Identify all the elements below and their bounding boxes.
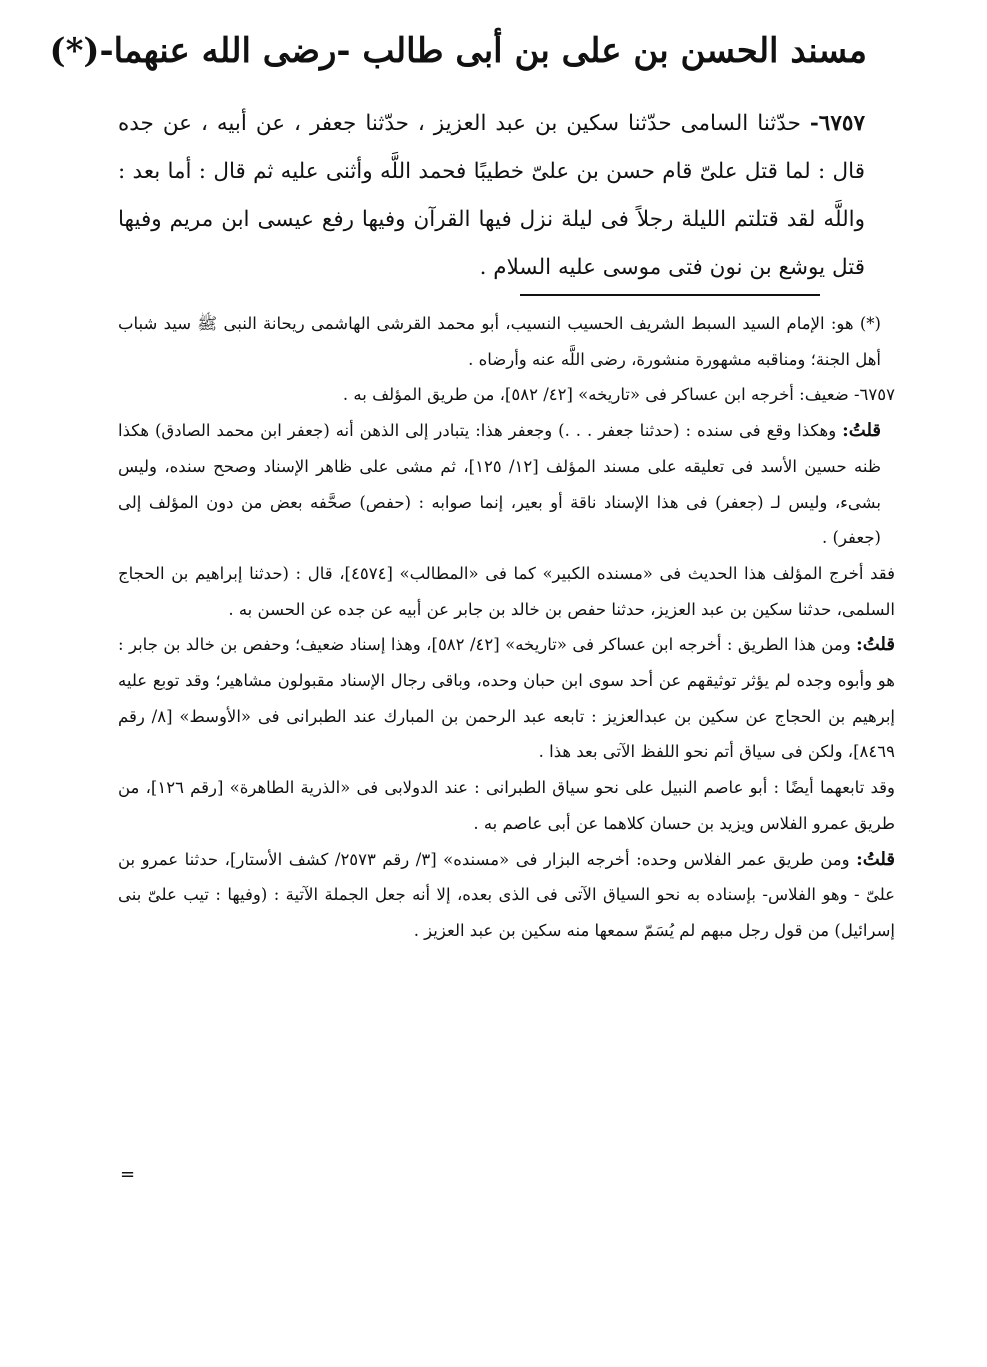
footnote-paragraph-5: قلتُ: ومن طريق عمر الفلاس وحده: أخرجه البزار فى «مسنده» [٣/ رقم ٢٥٧٣/ كشف الأستار]، حدثنا عمرو بن علىّ - وهو الفلاس- بإسناده به نحو السياق الآتى فى الذى بعده، إلا أنه جعل الجملة الآتية : (وفيها : تيب علىّ بنى إسرائيل) من قول رجل مبهم لم يُسَمّ سمعها منه سكين بن عبد العزيز . — [118, 848, 895, 940]
footnote-paragraph-3: قلتُ: ومن هذا الطريق : أخرجه ابن عساكر فى «تاريخه» [٤٢/ ٥٨٢]، وهذا إسناد ضعيف؛ وحفص بن خالد بن جابر : هو وأبوه وجده لم يؤثر توثيقهم عن أحد سوى ابن حبان وحده، وباقى رجال الإسناد مقبولون مشاهير؛ وقد توبع عليه إبرهيم بن الحجاج عن سكين بن عبدالعزيز : تابعه عبد الرحمن بن المبارك عند الطبرانى فى «الأوسط» [٨/ رقم ٨٤٦٩]، ولكن فى سياق أتم نحو اللفظ الآتى بعد هذا . — [118, 634, 896, 762]
footnotes — [118, 306, 895, 949]
footnote-biography: (*) هو: الإمام السيد السبط الشريف الحسيب النسيب، أبو محمد القرشى الهاشمى ريحانة النبى ﷺ سيد شباب أهل الجنة؛ ومناقبه مشهورة منشورة، رضى اللَّه عنه وأرضاه . — [118, 314, 881, 369]
hadith-number: ٦٧٥٧- — [809, 111, 865, 136]
footnote-grading: ٦٧٥٧- ضعيف: أخرجه ابن عساكر فى «تاريخه» [٤٢/ ٥٨٢]، من طريق المؤلف به . — [342, 385, 895, 405]
footnote-paragraph-1: قلتُ: وهكذا وقع فى سنده : (حدثنا جعفر . . .) وجعفر هذا: يتبادر إلى الذهن أنه (جعفر ابن محمد الصادق) هكذا ظنه حسين الأسد فى تعليقه على مسند المؤلف [١٢/ ١٢٥]، ثم مشى على ظاهر الإسناد وصحح سنده، وليس بشىء، وليس لـ (جعفر) فى هذا الإسناد ناقة أو بعير، إنما صوابه : (حفص) صحَّفه بعض من دون المؤلف إلى (جعفر) . — [118, 420, 882, 548]
qultu-label: قلتُ: — [856, 634, 895, 656]
page-title: مسند الحسن بن على بن أبى طالب -رضى الله عنهما-(*) — [49, 31, 867, 71]
footnote-paragraph-4: وقد تابعهما أيضًا : أبو عاصم النبيل على نحو سياق الطبرانى : عند الدولابى فى «الذرية الطاهرة» [رقم ١٢٦]، من طريق عمرو الفلاس ويزيد بن حسان كلاهما عن أبى عاصم به . — [118, 778, 896, 833]
hadith-body: حدّثنا السامى حدّثنا سكين بن عبد العزيز ، حدّثنا جعفر ، عن أبيه ، عن جده قال : لما قتل علىّ قام حسن بن علىّ خطيبًا فحمد اللَّه وأثنى عليه ثم قال : أما بعد : واللَّه لقد قتلتم الليلة رجلاً فى ليلة نزل فيها القرآن وفيها رفع عيسى ابن مريم وفيها قتل يوشع بن نون فتى موسى عليه السلام . — [118, 111, 865, 280]
footnote-paragraph-2: فقد أخرج المؤلف هذا الحديث فى «مسنده الكبير» كما فى «المطالب» [٤٥٧٤]، قال : (حدثنا إبراهيم بن الحجاج السلمى، حدثنا سكين بن عبد العزيز، حدثنا حفص بن خالد بن جابر عن أبيه عن جده عن الحسن به . — [118, 563, 895, 619]
hadith-text-block — [118, 100, 865, 292]
qultu-label: قلتُ: — [842, 420, 882, 442]
footnote-divider — [520, 294, 820, 296]
qultu-label: قلتُ: — [856, 848, 895, 870]
continuation-mark: = — [120, 1164, 136, 1185]
